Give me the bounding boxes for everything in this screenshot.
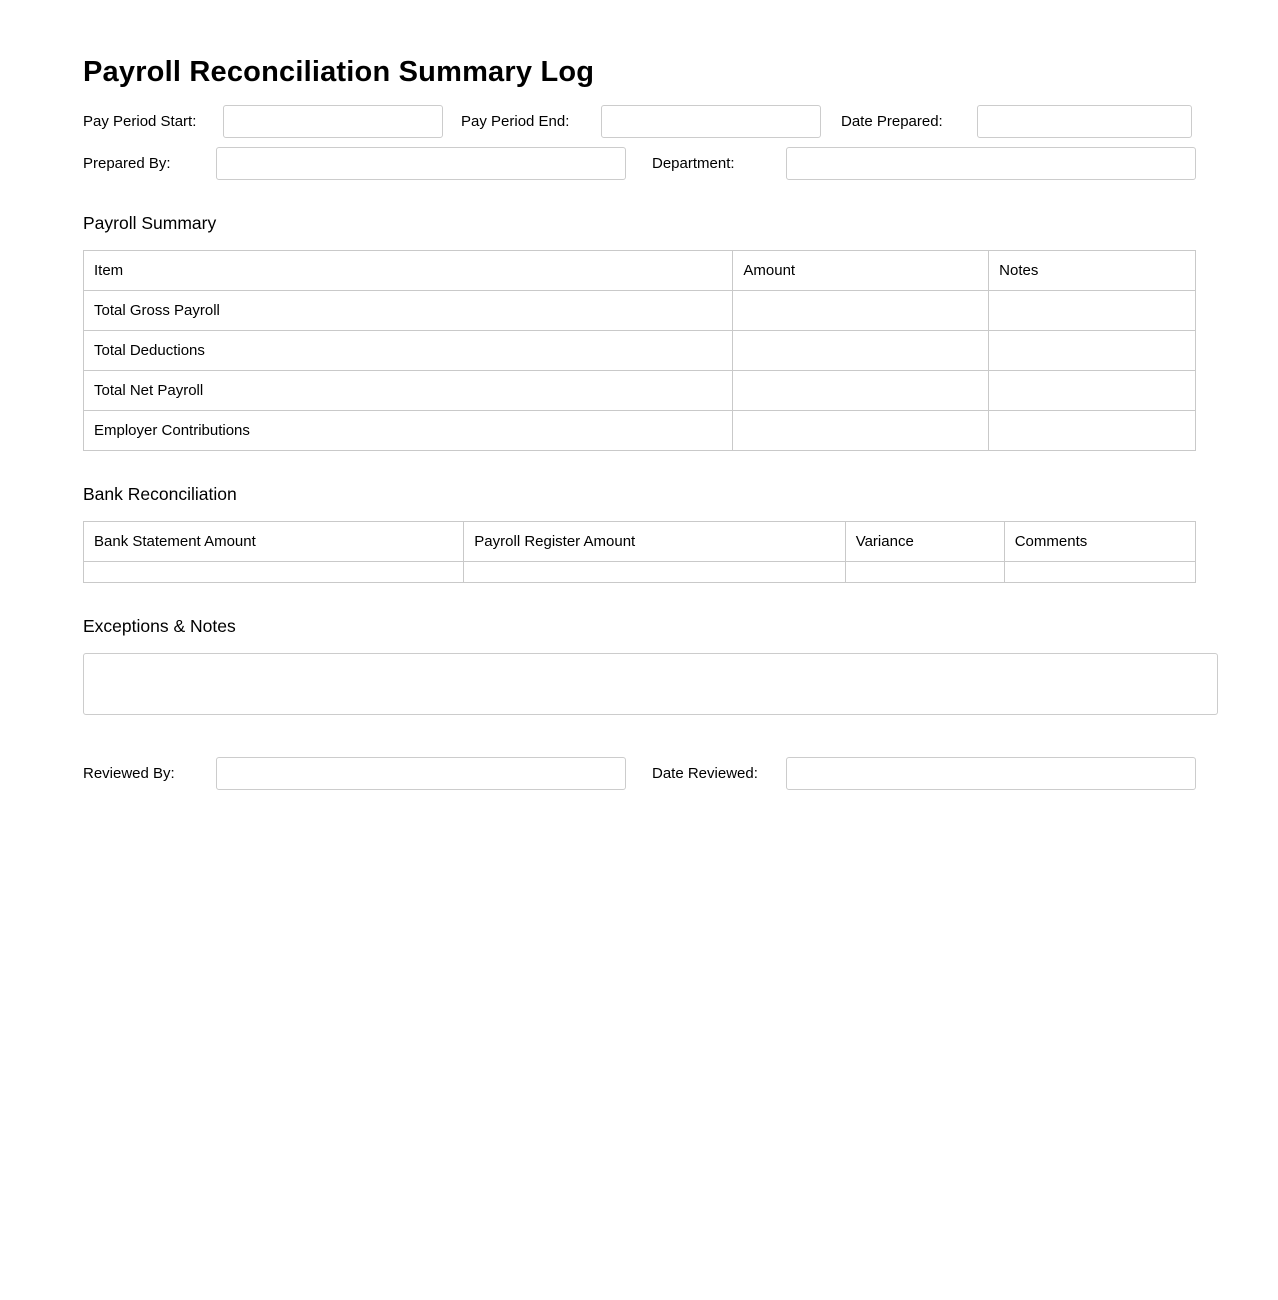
bank-reconciliation-heading: Bank Reconciliation bbox=[83, 484, 237, 504]
bank-statement-cell bbox=[84, 562, 464, 583]
department-input[interactable] bbox=[786, 147, 1196, 180]
date-prepared-label: Date Prepared: bbox=[841, 113, 943, 130]
exceptions-notes-textarea[interactable] bbox=[83, 653, 1218, 715]
date-prepared-input[interactable] bbox=[977, 105, 1192, 138]
item-cell: Total Deductions bbox=[84, 331, 733, 371]
header-field-row-2 bbox=[83, 147, 1196, 180]
amount-cell bbox=[733, 291, 989, 331]
table-header-row bbox=[84, 251, 1196, 291]
prepared-by-input[interactable] bbox=[216, 147, 626, 180]
table-row bbox=[84, 371, 1196, 411]
notes-cell bbox=[989, 291, 1196, 331]
form-container bbox=[83, 56, 1196, 790]
department-label: Department: bbox=[652, 155, 735, 172]
amount-cell bbox=[733, 371, 989, 411]
variance-cell bbox=[845, 562, 1004, 583]
table-header-row bbox=[84, 522, 1196, 562]
date-reviewed-label: Date Reviewed: bbox=[652, 765, 758, 782]
notes-cell bbox=[989, 411, 1196, 451]
payroll-register-cell bbox=[464, 562, 845, 583]
table-row bbox=[84, 331, 1196, 371]
column-header-payroll-register-amount: Payroll Register Amount bbox=[464, 522, 845, 562]
notes-cell bbox=[989, 371, 1196, 411]
pay-period-start-label: Pay Period Start: bbox=[83, 113, 197, 130]
page-title: Payroll Reconciliation Summary Log bbox=[83, 56, 595, 88]
exceptions-notes-heading: Exceptions & Notes bbox=[83, 616, 236, 636]
column-header-notes: Notes bbox=[989, 251, 1196, 291]
pay-period-end-input[interactable] bbox=[601, 105, 821, 138]
comments-cell bbox=[1004, 562, 1195, 583]
column-header-variance: Variance bbox=[845, 522, 1004, 562]
column-header-comments: Comments bbox=[1004, 522, 1195, 562]
item-cell: Employer Contributions bbox=[84, 411, 733, 451]
review-field-row bbox=[83, 757, 1196, 790]
header-field-row-1 bbox=[83, 105, 1196, 138]
table-row bbox=[84, 291, 1196, 331]
bank-reconciliation-table bbox=[83, 521, 1196, 583]
date-reviewed-input[interactable] bbox=[786, 757, 1196, 790]
reviewed-by-input[interactable] bbox=[216, 757, 626, 790]
column-header-amount: Amount bbox=[733, 251, 989, 291]
item-cell: Total Net Payroll bbox=[84, 371, 733, 411]
column-header-item: Item bbox=[84, 251, 733, 291]
payroll-summary-table bbox=[83, 250, 1196, 451]
column-header-bank-statement-amount: Bank Statement Amount bbox=[84, 522, 464, 562]
payroll-summary-heading: Payroll Summary bbox=[83, 213, 217, 233]
pay-period-end-label: Pay Period End: bbox=[461, 113, 570, 130]
notes-cell bbox=[989, 331, 1196, 371]
item-cell: Total Gross Payroll bbox=[84, 291, 733, 331]
amount-cell bbox=[733, 331, 989, 371]
table-row bbox=[84, 411, 1196, 451]
table-row bbox=[84, 562, 1196, 583]
reviewed-by-label: Reviewed By: bbox=[83, 765, 175, 782]
amount-cell bbox=[733, 411, 989, 451]
prepared-by-label: Prepared By: bbox=[83, 155, 171, 172]
pay-period-start-input[interactable] bbox=[223, 105, 443, 138]
